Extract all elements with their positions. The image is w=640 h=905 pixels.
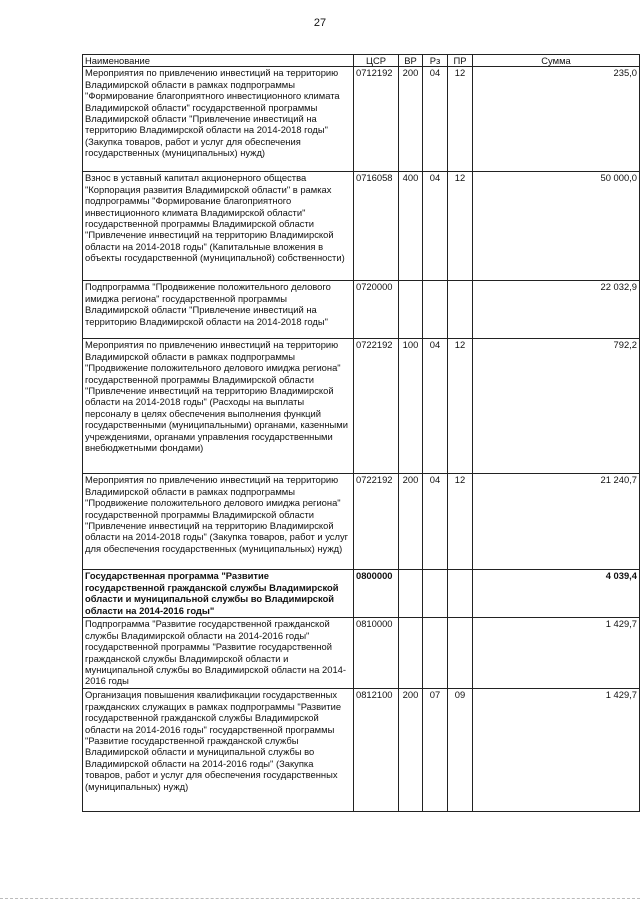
row-rz bbox=[423, 618, 448, 689]
table-row bbox=[83, 689, 640, 812]
row-sum: 235,0 bbox=[473, 67, 640, 172]
row-sum: 21 240,7 bbox=[473, 474, 640, 570]
row-rz: 04 bbox=[423, 474, 448, 570]
row-pr bbox=[448, 570, 473, 618]
header-name: Наименование bbox=[83, 55, 354, 67]
row-csr: 0810000 bbox=[354, 618, 399, 689]
row-rz: 07 bbox=[423, 689, 448, 812]
row-vr bbox=[399, 570, 423, 618]
row-vr bbox=[399, 618, 423, 689]
budget-table bbox=[82, 54, 640, 812]
page-number: 27 bbox=[313, 17, 327, 29]
row-csr: 0722192 bbox=[354, 339, 399, 474]
table-row bbox=[83, 339, 640, 474]
row-rz: 04 bbox=[423, 339, 448, 474]
row-rz bbox=[423, 570, 448, 618]
row-rz: 04 bbox=[423, 67, 448, 172]
row-vr: 100 bbox=[399, 339, 423, 474]
row-pr bbox=[448, 281, 473, 339]
header-sum: Сумма bbox=[473, 55, 640, 67]
row-vr: 200 bbox=[399, 67, 423, 172]
row-pr: 12 bbox=[448, 474, 473, 570]
row-pr: 12 bbox=[448, 172, 473, 281]
row-rz: 04 bbox=[423, 172, 448, 281]
row-sum: 4 039,4 bbox=[473, 570, 640, 618]
row-csr: 0722192 bbox=[354, 474, 399, 570]
table-header-row bbox=[83, 55, 640, 67]
row-name: Государственная программа "Развитие государственной гражданской службы Владимирской области и муниципальной службы во Владимирской области на 2014-2016 годы" bbox=[83, 570, 354, 618]
row-name: Взнос в уставный капитал акционерного общества "Корпорация развития Владимирской области" в рамках подпрограммы "Формирование благоприятного инвестиционного климата Владимирской области" государственной программы Владимирской области "Привлечение инвестиций на территорию Владимирской области на 2014-2018 годы" (Капитальные вложения в объекты государственной (муниципальной) собственности) bbox=[83, 172, 354, 281]
row-name: Организация повышения квалификации государственных гражданских служащих в рамках подпрограммы "Развитие государственной гражданской службы Владимирской области на 2014-2016 годы" государственной программы "Развитие государственной гражданской службы Владимирской области и муниципальной службы во Владимирской области на 2014-2016 годы" (Закупка товаров, работ и услуг для обеспечения государственных (муниципальных) нужд) bbox=[83, 689, 354, 812]
header-rz: Рз bbox=[423, 55, 448, 67]
header-vr: ВР bbox=[399, 55, 423, 67]
row-pr bbox=[448, 618, 473, 689]
row-sum: 50 000,0 bbox=[473, 172, 640, 281]
row-sum: 1 429,7 bbox=[473, 618, 640, 689]
row-csr: 0812100 bbox=[354, 689, 399, 812]
table-row bbox=[83, 570, 640, 618]
row-pr: 12 bbox=[448, 67, 473, 172]
row-name: Мероприятия по привлечению инвестиций на территорию Владимирской области в рамках подпрограммы "Продвижение положительного делового имиджа региона" государственной программы Владимирской области "Привлечение инвестиций на территорию Владимирской области на 2014-2018 годы" (Расходы на выплаты персоналу в целях обеспечения выполнения функций государственными (муниципальными) органами, казенными учреждениями, органами управления государственными внебюджетными фондами) bbox=[83, 339, 354, 474]
row-csr: 0712192 bbox=[354, 67, 399, 172]
table-row bbox=[83, 618, 640, 689]
row-csr: 0716058 bbox=[354, 172, 399, 281]
row-name: Подпрограмма "Развитие государственной гражданской службы Владимирской области на 2014-2016 годы" государственной программы "Развитие государственной гражданской службы Владимирской области и муниципальной службы во Владимирской области на 2014-2016 годы bbox=[83, 618, 354, 689]
row-csr: 0800000 bbox=[354, 570, 399, 618]
row-name: Мероприятия по привлечению инвестиций на территорию Владимирской области в рамках подпрограммы "Формирование благоприятного инвестиционного климата Владимирской области" государственной программы Владимирской области "Привлечение инвестиций на территорию Владимирской области на 2014-2018 годы" (Закупка товаров, работ и услуг для обеспечения государственных (муниципальных) нужд) bbox=[83, 67, 354, 172]
row-vr bbox=[399, 281, 423, 339]
row-sum: 1 429,7 bbox=[473, 689, 640, 812]
row-name: Мероприятия по привлечению инвестиций на территорию Владимирской области в рамках подпрограммы "Продвижение положительного делового имиджа региона" государственной программы Владимирской области "Привлечение инвестиций на территорию Владимирской области на 2014-2018 годы" (Закупка товаров, работ и услуг для обеспечения государственных (муниципальных) нужд) bbox=[83, 474, 354, 570]
row-vr: 200 bbox=[399, 689, 423, 812]
table-row bbox=[83, 67, 640, 172]
row-sum: 22 032,9 bbox=[473, 281, 640, 339]
row-pr: 12 bbox=[448, 339, 473, 474]
table-row bbox=[83, 172, 640, 281]
row-vr: 400 bbox=[399, 172, 423, 281]
table-row bbox=[83, 474, 640, 570]
row-vr: 200 bbox=[399, 474, 423, 570]
row-pr: 09 bbox=[448, 689, 473, 812]
row-rz bbox=[423, 281, 448, 339]
header-csr: ЦСР bbox=[354, 55, 399, 67]
table-row bbox=[83, 281, 640, 339]
row-sum: 792,2 bbox=[473, 339, 640, 474]
row-name: Подпрограмма "Продвижение положительного делового имиджа региона" государственной программы Владимирской области "Привлечение инвестиций на территорию Владимирской области на 2014-2018 годы" bbox=[83, 281, 354, 339]
row-csr: 0720000 bbox=[354, 281, 399, 339]
bottom-scan-line bbox=[0, 898, 640, 899]
header-pr: ПР bbox=[448, 55, 473, 67]
